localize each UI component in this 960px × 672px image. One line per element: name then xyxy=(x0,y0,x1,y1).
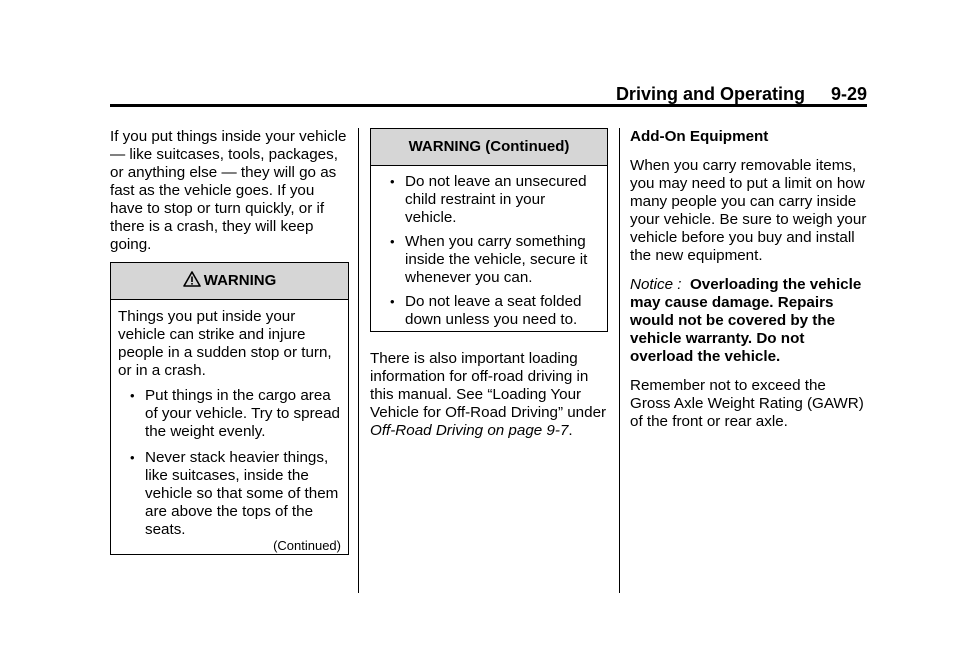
add-on-paragraph: When you carry removable items, you may need to put a limit on how many people you can carry inside your vehicle. Be sure to weigh your vehicle before you buy and install the new equipment. xyxy=(630,157,867,264)
warning-bullet: • Do not leave an unsecured child restraint in your vehicle. xyxy=(378,173,600,227)
warning-bullet: • Never stack heavier things, like suitcases, inside the vehicle so that some of them are above the tops of the seats. xyxy=(118,449,341,539)
column-2-text xyxy=(370,350,610,451)
warning-bullet: • When you carry something inside the vehicle, secure it whenever you can. xyxy=(378,233,600,287)
notice-text: Overloading the vehicle may cause damage. Repairs would not be covered by the vehicle warranty. Do not overload the vehicle. xyxy=(630,276,862,365)
warning-bullet: • Put things in the cargo area of your vehicle. Try to spread the weight evenly. xyxy=(118,387,341,441)
page-header xyxy=(616,84,867,105)
add-on-heading: Add-On Equipment xyxy=(630,128,769,145)
header-rule xyxy=(110,104,867,107)
warning-text: Things you put inside your vehicle can strike and injure people in a sudden stop or turn, or in a crash. xyxy=(118,308,332,379)
column-3 xyxy=(630,128,870,442)
gawr-paragraph: Remember not to exceed the Gross Axle Weight Rating (GAWR) of the front or rear axle. xyxy=(630,377,864,430)
continued-label: (Continued) xyxy=(273,538,341,553)
warning-title: WARNING xyxy=(203,272,277,289)
notice-label: Notice : xyxy=(630,276,682,293)
warning-continued-box xyxy=(370,128,608,332)
off-road-link[interactable]: Off-Road Driving on page 9-7 xyxy=(370,422,569,439)
warning-box-header xyxy=(111,263,348,300)
warning-continued-body xyxy=(371,166,607,335)
warning-box-body xyxy=(111,300,348,559)
loading-info-paragraph xyxy=(370,350,610,440)
notice-paragraph xyxy=(630,276,870,366)
section-title: Driving and Operating xyxy=(615,84,805,104)
warning-box xyxy=(110,262,349,555)
warning-icon xyxy=(183,271,201,287)
warning-bullet: • Do not leave a seat folded down unless you need to. xyxy=(378,293,600,329)
loading-info-text: There is also important loading information for off-road driving in this manual. See “Loading Your Vehicle for Off-Road Driving” under xyxy=(370,350,607,421)
column-1 xyxy=(110,128,350,265)
warning-continued-title: WARNING (Continued) xyxy=(408,138,570,155)
column-divider-2 xyxy=(619,128,620,593)
page-number: 9-29 xyxy=(830,84,867,104)
column-divider-1 xyxy=(358,128,359,593)
intro-paragraph: If you put things inside your vehicle — like suitcases, tools, packages, or anything else — they will go as fast as the vehicle goes. If you have to stop or turn quickly, or if there is a crash, they will keep going. xyxy=(110,128,347,253)
warning-continued-header xyxy=(371,129,607,166)
loading-info-end: . xyxy=(568,422,573,439)
